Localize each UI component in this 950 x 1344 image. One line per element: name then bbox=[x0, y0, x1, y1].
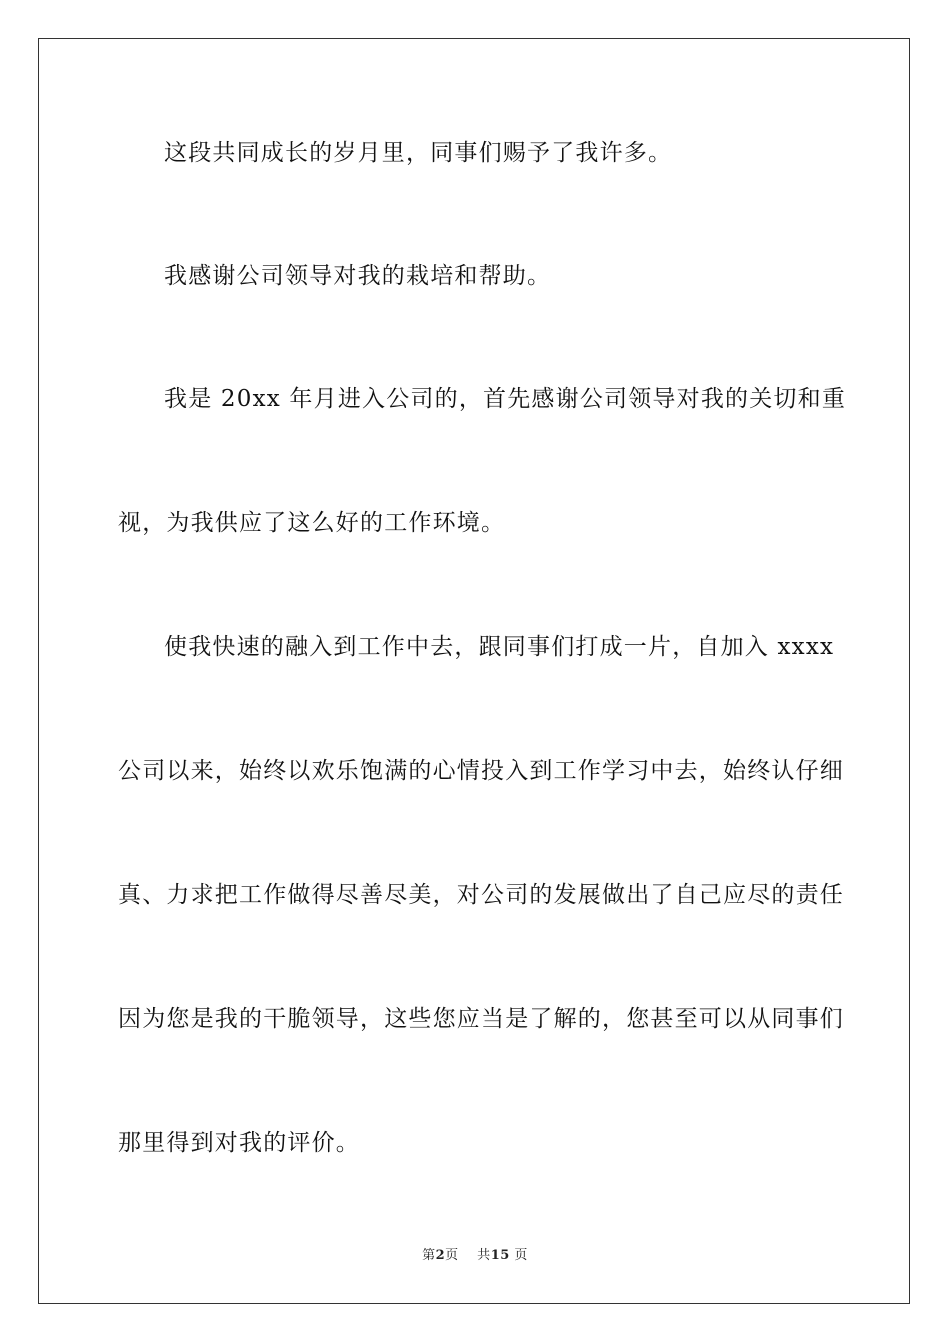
page-prefix: 第 bbox=[422, 1248, 436, 1263]
paragraph-line-6: 公司以来，始终以欢乐饱满的心情投入到工作学习中去，始终认仔细 bbox=[118, 758, 844, 784]
paragraph-line-5: 使我快速的融入到工作中去，跟同事们打成一片，自加入 xxxx bbox=[164, 634, 835, 660]
page-footer bbox=[0, 1247, 950, 1265]
page-border bbox=[38, 38, 910, 1304]
paragraph-line-1: 这段共同成长的岁月里，同事们赐予了我许多。 bbox=[164, 140, 673, 166]
paragraph-line-8: 因为您是我的干脆领导，这些您应当是了解的，您甚至可以从同事们 bbox=[118, 1006, 844, 1032]
page-suffix: 页 bbox=[445, 1248, 459, 1263]
paragraph-line-4: 视，为我供应了这么好的工作环境。 bbox=[118, 510, 506, 536]
total-pages: 15 bbox=[490, 1248, 510, 1263]
paragraph-line-3: 我是 20xx 年月进入公司的，首先感谢公司领导对我的关切和重 bbox=[164, 386, 847, 412]
total-suffix: 页 bbox=[514, 1248, 528, 1263]
total-prefix: 共 bbox=[477, 1248, 491, 1263]
paragraph-line-7: 真、力求把工作做得尽善尽美，对公司的发展做出了自己应尽的责任 bbox=[118, 882, 844, 908]
paragraph-line-9: 那里得到对我的评价。 bbox=[118, 1130, 360, 1156]
page-number: 2 bbox=[435, 1248, 446, 1263]
paragraph-line-2: 我感谢公司领导对我的栽培和帮助。 bbox=[164, 263, 552, 289]
